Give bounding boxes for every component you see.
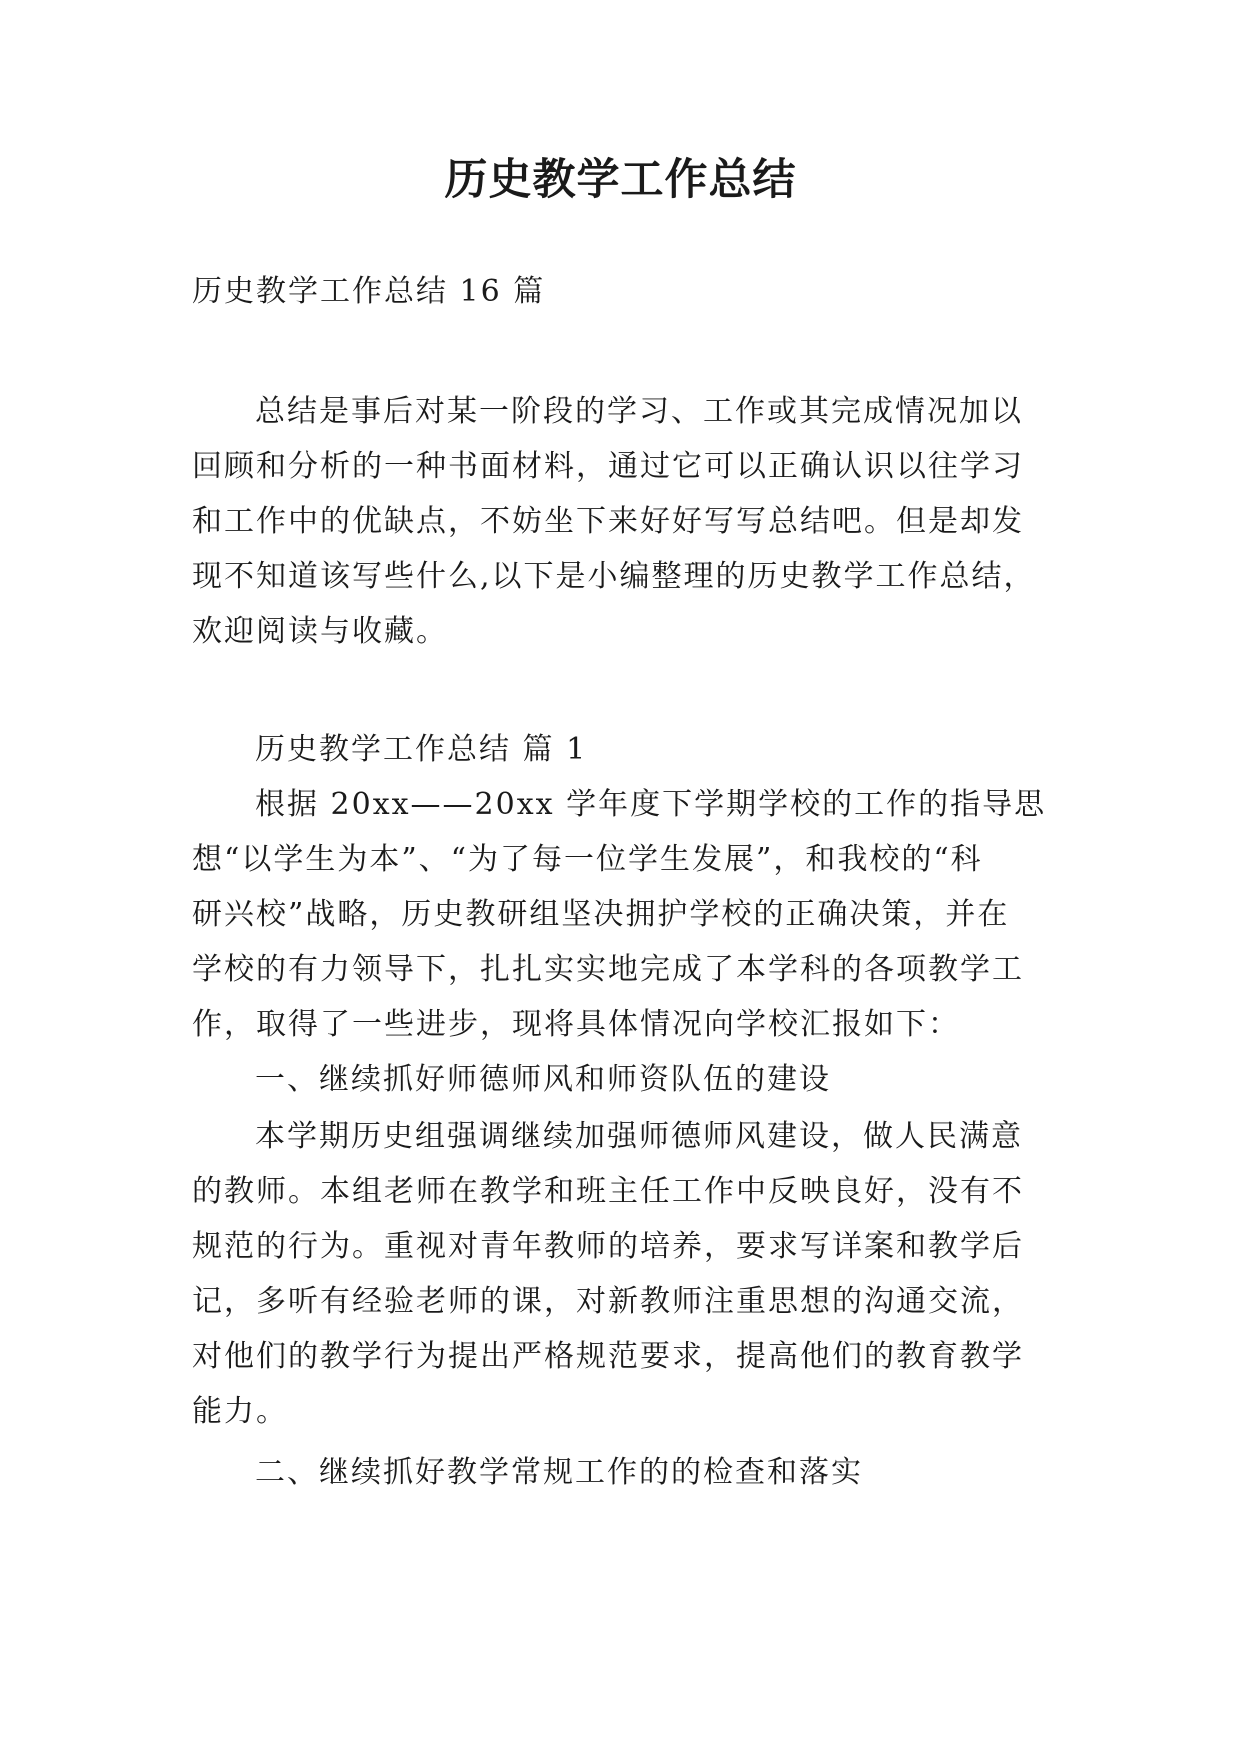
paragraph-line: 作，取得了一些进步，现将具体情况向学校汇报如下： — [192, 1007, 960, 1042]
paragraph-line: 研兴校”战略，历史教研组坚决拥护学校的正确决策，并在 — [192, 897, 1010, 932]
paragraph-line: 和工作中的优缺点，不妨坐下来好好写写总结吧。但是却发 — [192, 504, 1024, 539]
paragraph-line: 想“以学生为本”、“为了每一位学生发展”，和我校的“科 — [192, 842, 983, 877]
paragraph-line: 学校的有力领导下，扎扎实实地完成了本学科的各项教学工 — [192, 952, 1024, 987]
subheading-1: 一、继续抓好师德师风和师资队伍的建设 — [255, 1062, 831, 1097]
paragraph-line: 根据 20xx——20xx 学年度下学期学校的工作的指导思 — [255, 787, 1047, 822]
paragraph-line: 记，多听有经验老师的课，对新教师注重思想的沟通交流， — [192, 1284, 1024, 1319]
subheading-2: 二、继续抓好教学常规工作的的检查和落实 — [255, 1455, 863, 1490]
paragraph-line: 的教师。本组老师在教学和班主任工作中反映良好，没有不 — [192, 1174, 1024, 1209]
paragraph-line: 规范的行为。重视对青年教师的培养，要求写详案和教学后 — [192, 1229, 1024, 1264]
document-subtitle: 历史教学工作总结 16 篇 — [192, 274, 546, 309]
paragraph-line: 欢迎阅读与收藏。 — [192, 614, 448, 649]
paragraph-line: 现不知道该写些什么,以下是小编整理的历史教学工作总结， — [192, 559, 1036, 594]
paragraph-line: 能力。 — [192, 1394, 288, 1429]
document-title: 历史教学工作总结 — [444, 155, 797, 205]
paragraph-line: 对他们的教学行为提出严格规范要求，提高他们的教育教学 — [192, 1339, 1024, 1374]
paragraph-line: 回顾和分析的一种书面材料，通过它可以正确认识以往学习 — [192, 449, 1024, 484]
paragraph-line: 总结是事后对某一阶段的学习、工作或其完成情况加以 — [255, 394, 1023, 429]
section-heading: 历史教学工作总结 篇 1 — [255, 732, 588, 767]
paragraph-line: 本学期历史组强调继续加强师德师风建设，做人民满意 — [255, 1119, 1023, 1154]
